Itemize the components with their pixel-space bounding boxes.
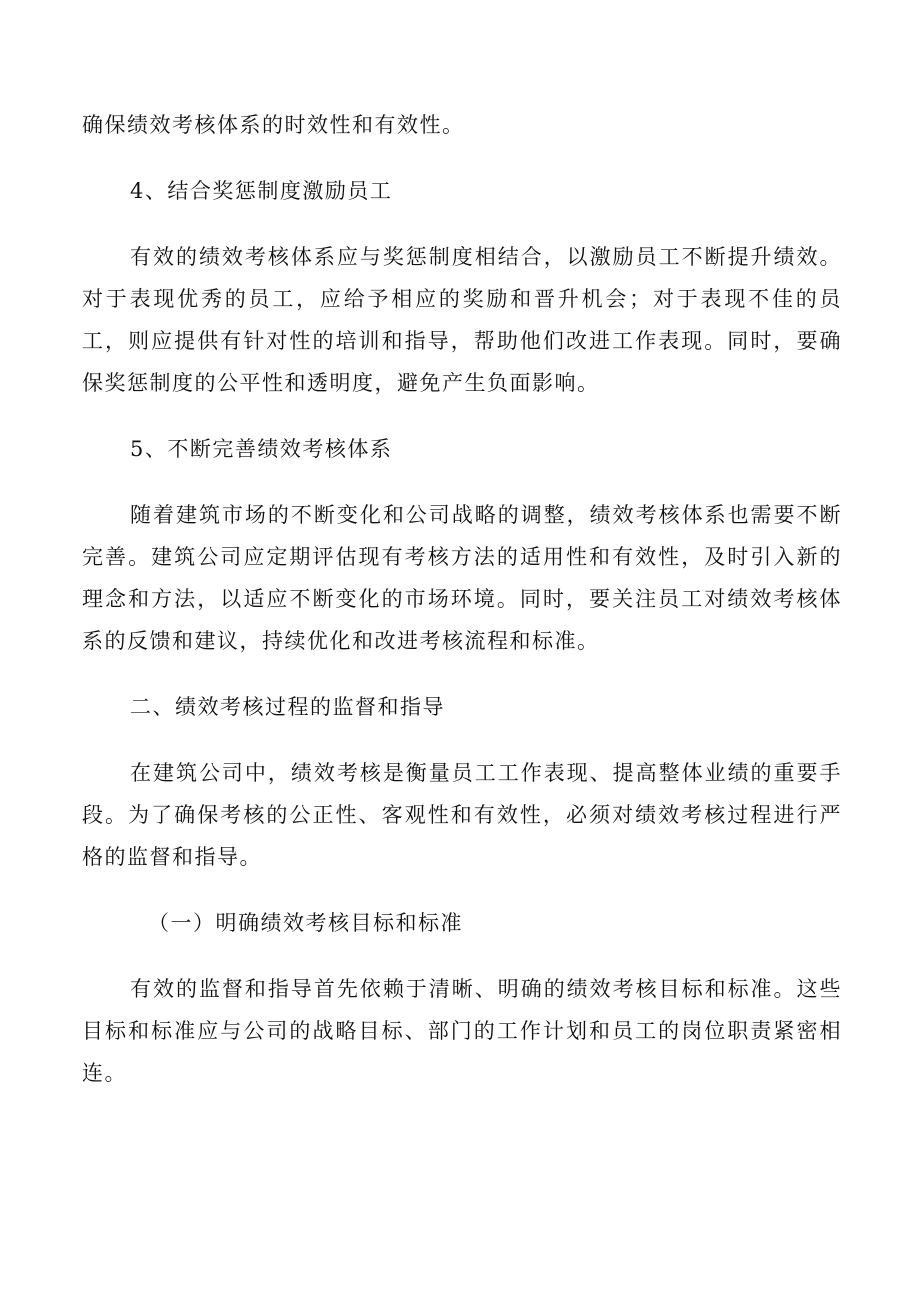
document-body <box>82 104 842 1094</box>
paragraph-continuation: 确保绩效考核体系的时效性和有效性。 <box>82 113 465 137</box>
heading-4: 4、结合奖惩制度激励员工 <box>130 179 393 203</box>
section-2-intro: 在建筑公司中，绩效考核是衡量员工工作表现、提高整体业绩的重要手段。为了确保考核的公正性、客观性和有效性，必须对绩效考核过程进行严格的监督和指导。 <box>82 761 842 869</box>
section-2-heading: 二、绩效考核过程的监督和指导 <box>130 695 445 719</box>
subheading-1: （一）明确绩效考核目标和标准 <box>148 911 463 935</box>
paragraph-5: 随着建筑市场的不断变化和公司战略的调整，绩效考核体系也需要不断完善。建筑公司应定期评估现有考核方法的适用性和有效性，及时引入新的理念和方法，以适应不断变化的市场环境。同时，要关注员工对绩效考核体系的反馈和建议，持续优化和改进考核流程和标准。 <box>82 503 842 653</box>
paragraph-4: 有效的绩效考核体系应与奖惩制度相结合，以激励员工不断提升绩效。对于表现优秀的员工，应给予相应的奖励和晋升机会；对于表现不佳的员工，则应提供有针对性的培训和指导，帮助他们改进工作表现。同时，要确保奖惩制度的公平性和透明度，避免产生负面影响。 <box>82 245 842 395</box>
subparagraph-1: 有效的监督和指导首先依赖于清晰、明确的绩效考核目标和标准。这些目标和标准应与公司的战略目标、部门的工作计划和员工的岗位职责紧密相连。 <box>82 977 842 1085</box>
heading-5: 5、不断完善绩效考核体系 <box>130 437 393 461</box>
